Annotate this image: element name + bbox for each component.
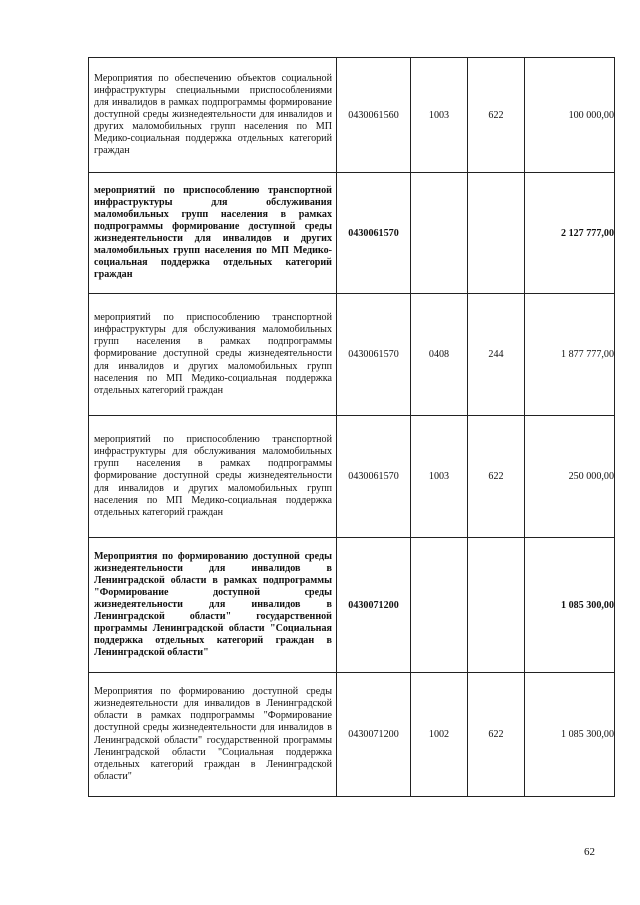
row-section: 0408	[411, 294, 468, 416]
table-row	[89, 416, 615, 538]
row-amount: 100 000,00	[525, 58, 615, 173]
row-description-cell	[89, 173, 337, 294]
row-section	[411, 538, 468, 673]
row-description: мероприятий по приспособлению транспортной инфраструктуры для обслуживания маломобильных групп населения в рамках подпрограммы формирование доступной среды жизнедеятельности для инвалидов и других маломобильных групп населения по МП Медико-социальная поддержка отдельных категорий граждан	[94, 184, 332, 281]
row-expense-type	[468, 173, 525, 294]
row-code: 0430061560	[337, 58, 411, 173]
row-description-cell	[89, 416, 337, 538]
table-row	[89, 173, 615, 294]
row-section	[411, 173, 468, 294]
row-description-cell	[89, 673, 337, 797]
row-description-cell	[89, 538, 337, 673]
row-amount: 1 085 300,00	[525, 538, 615, 673]
table-row	[89, 538, 615, 673]
row-description: мероприятий по приспособлению транспортной инфраструктуры для обслуживания маломобильных групп населения в рамках подпрограммы формирование доступной среды жизнедеятельности для инвалидов и других маломобильных групп населения по МП Медико-социальная поддержка отдельных категорий граждан	[94, 312, 332, 396]
row-description: мероприятий по приспособлению транспортной инфраструктуры для обслуживания маломобильных групп населения в рамках подпрограммы формирование доступной среды жизнедеятельности для инвалидов и других маломобильных групп населения по МП Медико-социальная поддержка отдельных категорий граждан	[94, 434, 332, 518]
page-number: 62	[584, 846, 595, 858]
row-section: 1003	[411, 416, 468, 538]
row-section: 1002	[411, 673, 468, 797]
row-description-cell	[89, 294, 337, 416]
row-description: Мероприятия по формированию доступной среды жизнедеятельности для инвалидов в Ленинградской области в рамках подпрограммы "Формирование доступной среды жизнедеятельности для инвалидов в Ленинградской области" государственной программы Ленинградской области "Социальная поддержка отдельных категорий граждан в Ленинградской области"	[94, 686, 332, 782]
row-code: 0430061570	[337, 294, 411, 416]
row-description: Мероприятия по обеспечению объектов социальной инфраструктуры специальными приспособлениями для инвалидов в рамках подпрограммы формирование доступной среды жизнедеятельности для инвалидов и других маломобильных групп населения по МП Медико-социальная поддержка отдельных категорий граждан	[94, 72, 332, 157]
row-code: 0430061570	[337, 416, 411, 538]
row-amount: 1 877 777,00	[525, 294, 615, 416]
row-amount: 1 085 300,00	[525, 673, 615, 797]
table-row	[89, 58, 615, 173]
row-code: 0430071200	[337, 673, 411, 797]
row-expense-type: 622	[468, 416, 525, 538]
row-code: 0430071200	[337, 538, 411, 673]
row-expense-type: 622	[468, 58, 525, 173]
row-description-cell	[89, 58, 337, 173]
row-expense-type	[468, 538, 525, 673]
row-description: Мероприятия по формированию доступной среды жизнедеятельности для инвалидов в Ленинградской области в рамках подпрограммы "Формирование доступной среды жизнедеятельности для инвалидов в Ленинградской области" государственной программы Ленинградской области "Социальная поддержка отдельных категорий граждан в Ленинградской области"	[94, 550, 332, 659]
table-row	[89, 294, 615, 416]
row-expense-type: 244	[468, 294, 525, 416]
row-amount: 2 127 777,00	[525, 173, 615, 294]
row-section: 1003	[411, 58, 468, 173]
table-row	[89, 673, 615, 797]
budget-table	[88, 57, 615, 797]
row-amount: 250 000,00	[525, 416, 615, 538]
row-code: 0430061570	[337, 173, 411, 294]
row-expense-type: 622	[468, 673, 525, 797]
